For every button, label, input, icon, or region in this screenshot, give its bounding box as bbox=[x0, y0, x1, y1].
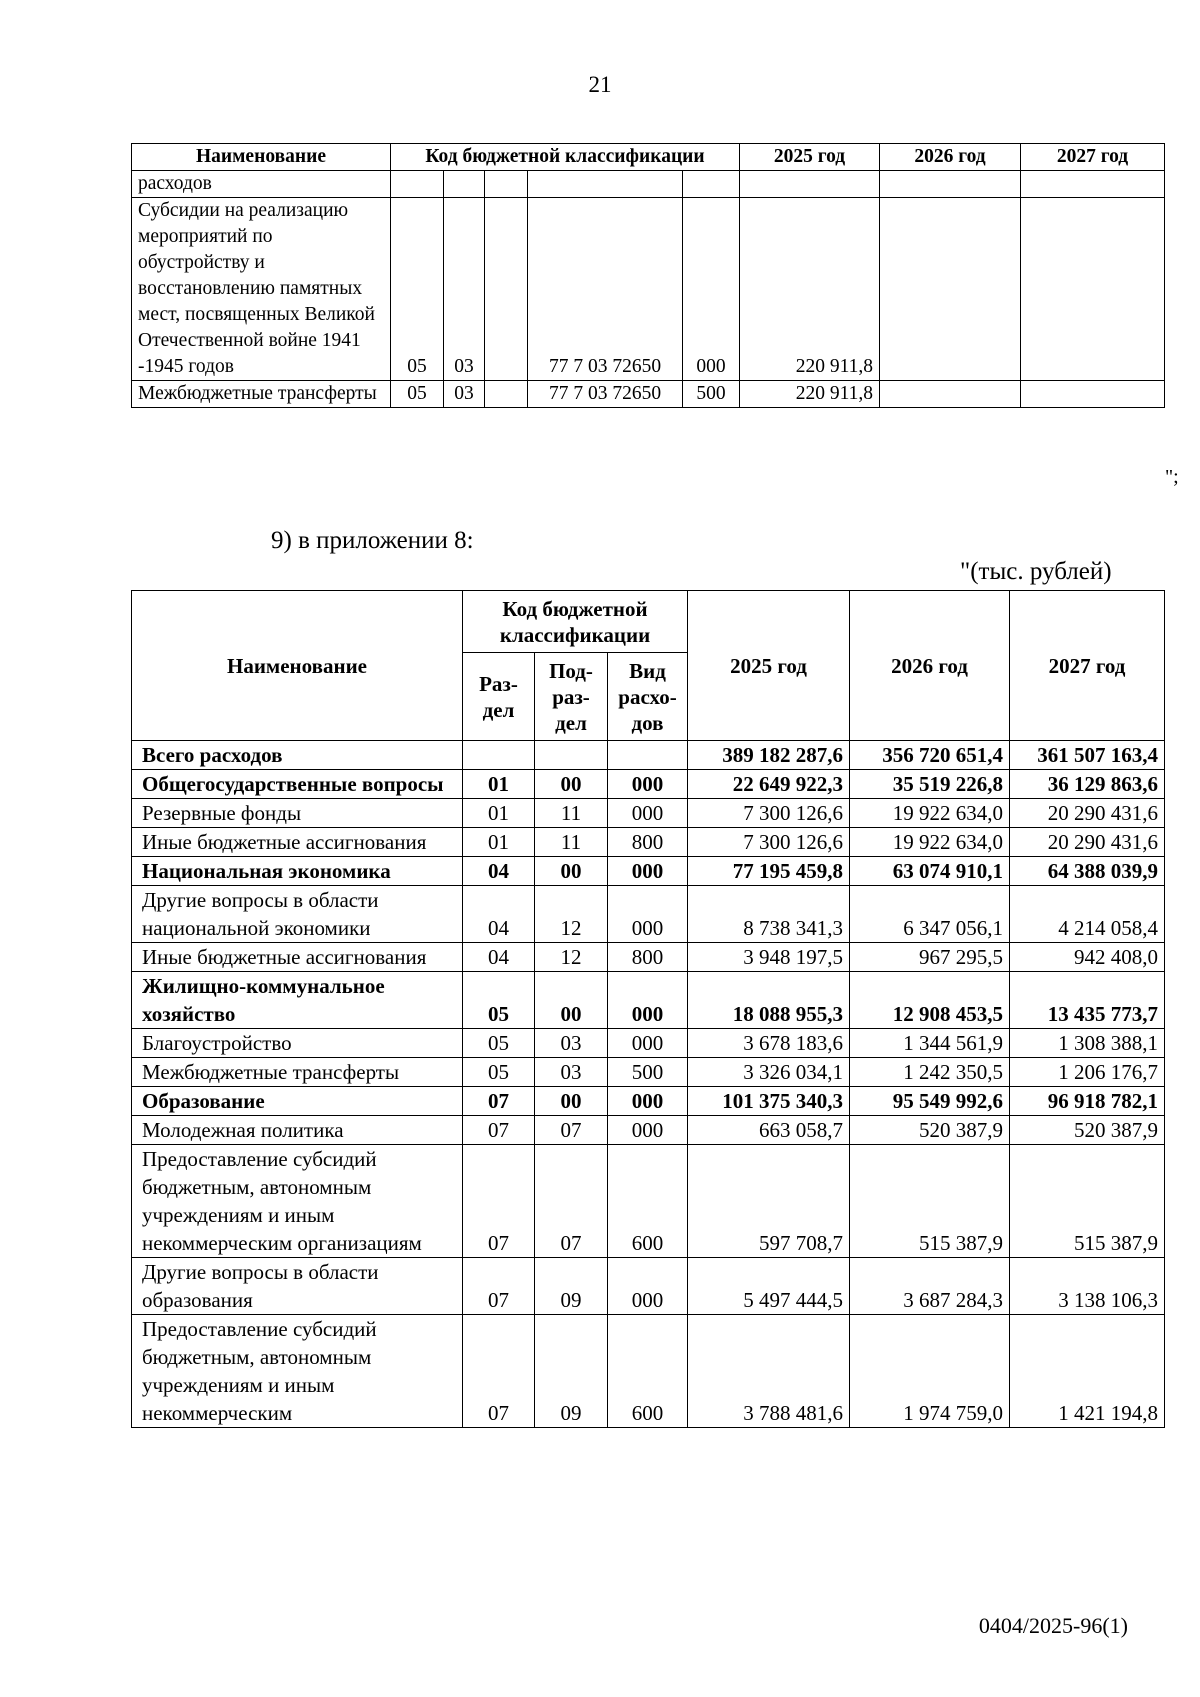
cell-2027: 4 214 058,4 bbox=[1010, 886, 1165, 943]
cell-2027: 96 918 782,1 bbox=[1010, 1087, 1165, 1116]
cell-name: Молодежная политика bbox=[132, 1116, 463, 1145]
table2-header-podrazdel: Под-раз-дел bbox=[535, 653, 608, 741]
cell-target-article: 77 7 03 72650 bbox=[528, 381, 683, 408]
cell-2025: 220 911,8 bbox=[740, 381, 880, 408]
cell-2025: 389 182 287,6 bbox=[688, 741, 850, 770]
cell-2026: 63 074 910,1 bbox=[850, 857, 1010, 886]
cell-podrazdel: 03 bbox=[535, 1058, 608, 1087]
cell-2026 bbox=[880, 198, 1021, 381]
cell-expense-type: 000 bbox=[608, 1087, 688, 1116]
cell-podrazdel: 11 bbox=[535, 799, 608, 828]
cell-podrazdel: 00 bbox=[535, 1087, 608, 1116]
cell-target-article bbox=[528, 171, 683, 198]
cell-podrazdel: 12 bbox=[535, 943, 608, 972]
table2-header-row-1 bbox=[132, 591, 1165, 653]
table-row bbox=[132, 198, 1165, 381]
table1-header-2027: 2027 год bbox=[1021, 144, 1165, 171]
cell-razdel: 05 bbox=[391, 198, 444, 381]
cell-expense-type: 600 bbox=[608, 1145, 688, 1258]
cell-2026 bbox=[880, 171, 1021, 198]
table1-body bbox=[132, 171, 1165, 408]
cell-razdel: 04 bbox=[463, 857, 535, 886]
cell-2027: 520 387,9 bbox=[1010, 1116, 1165, 1145]
table-row bbox=[132, 972, 1165, 1029]
cell-expense-type: 600 bbox=[608, 1315, 688, 1428]
cell-2025: 663 058,7 bbox=[688, 1116, 850, 1145]
cell-razdel: 07 bbox=[463, 1087, 535, 1116]
cell-podrazdel: 12 bbox=[535, 886, 608, 943]
cell-2026: 3 687 284,3 bbox=[850, 1258, 1010, 1315]
cell-2026: 35 519 226,8 bbox=[850, 770, 1010, 799]
cell-name: Другие вопросы в области национальной экономики bbox=[132, 886, 463, 943]
cell-razdel: 04 bbox=[463, 886, 535, 943]
cell-2026: 19 922 634,0 bbox=[850, 799, 1010, 828]
cell-expense-type: 000 bbox=[608, 1116, 688, 1145]
cell-name: Другие вопросы в области образования bbox=[132, 1258, 463, 1315]
cell-2025: 18 088 955,3 bbox=[688, 972, 850, 1029]
cell-2027: 1 421 194,8 bbox=[1010, 1315, 1165, 1428]
cell-podrazdel: 11 bbox=[535, 828, 608, 857]
cell-podrazdel: 00 bbox=[535, 857, 608, 886]
cell-2025: 3 678 183,6 bbox=[688, 1029, 850, 1058]
cell-name: Образование bbox=[132, 1087, 463, 1116]
cell-2027 bbox=[1021, 381, 1165, 408]
cell-name: Межбюджетные трансферты bbox=[132, 1058, 463, 1087]
cell-2027: 942 408,0 bbox=[1010, 943, 1165, 972]
cell-razdel: 07 bbox=[463, 1258, 535, 1315]
cell-podrazdel: 03 bbox=[535, 1029, 608, 1058]
cell-razdel: 07 bbox=[463, 1145, 535, 1258]
table-row bbox=[132, 741, 1165, 770]
cell-podrazdel: 00 bbox=[535, 972, 608, 1029]
cell-2025: 8 738 341,3 bbox=[688, 886, 850, 943]
cell-2026: 12 908 453,5 bbox=[850, 972, 1010, 1029]
cell-expense-type: 000 bbox=[608, 770, 688, 799]
cell-blank bbox=[485, 381, 528, 408]
table2-header-name: Наименование bbox=[132, 591, 463, 741]
cell-razdel: 01 bbox=[463, 770, 535, 799]
cell-2027: 361 507 163,4 bbox=[1010, 741, 1165, 770]
cell-name: Национальная экономика bbox=[132, 857, 463, 886]
table-row bbox=[132, 1058, 1165, 1087]
cell-2025: 3 326 034,1 bbox=[688, 1058, 850, 1087]
cell-razdel: 05 bbox=[463, 972, 535, 1029]
cell-2025 bbox=[740, 171, 880, 198]
table-row bbox=[132, 886, 1165, 943]
budget-table-appendix-8 bbox=[131, 590, 1165, 1428]
table-row bbox=[132, 857, 1165, 886]
cell-name: Общегосударственные вопросы bbox=[132, 770, 463, 799]
cell-target-article: 77 7 03 72650 bbox=[528, 198, 683, 381]
cell-blank bbox=[485, 198, 528, 381]
table-row bbox=[132, 799, 1165, 828]
cell-podrazdel bbox=[444, 171, 485, 198]
cell-razdel bbox=[391, 171, 444, 198]
table2-body bbox=[132, 741, 1165, 1428]
cell-razdel: 05 bbox=[463, 1058, 535, 1087]
cell-blank bbox=[485, 171, 528, 198]
cell-razdel: 04 bbox=[463, 943, 535, 972]
table2-header-2027: 2027 год bbox=[1010, 591, 1165, 741]
cell-expense-type: 500 bbox=[608, 1058, 688, 1087]
cell-2026: 95 549 992,6 bbox=[850, 1087, 1010, 1116]
cell-name: Иные бюджетные ассигнования bbox=[132, 943, 463, 972]
cell-name: Жилищно-коммунальное хозяйство bbox=[132, 972, 463, 1029]
cell-2025: 3 948 197,5 bbox=[688, 943, 850, 972]
cell-expense-type: 000 bbox=[608, 857, 688, 886]
cell-expense-type: 000 bbox=[608, 799, 688, 828]
table1-header-name: Наименование bbox=[132, 144, 391, 171]
cell-expense-type: 000 bbox=[608, 1029, 688, 1058]
units-label: "(тыс. рублей) bbox=[960, 558, 1112, 585]
section-intro: 9) в приложении 8: bbox=[271, 527, 474, 554]
table-row bbox=[132, 1087, 1165, 1116]
budget-table-continuation bbox=[131, 143, 1165, 408]
cell-expense-type: 000 bbox=[683, 198, 740, 381]
cell-expense-type: 000 bbox=[608, 1258, 688, 1315]
cell-expense-type: 800 bbox=[608, 943, 688, 972]
table2-header-2025: 2025 год bbox=[688, 591, 850, 741]
table1-header-2025: 2025 год bbox=[740, 144, 880, 171]
table-row bbox=[132, 1116, 1165, 1145]
cell-razdel: 01 bbox=[463, 828, 535, 857]
table2-header-razdel: Раз-дел bbox=[463, 653, 535, 741]
cell-2027: 64 388 039,9 bbox=[1010, 857, 1165, 886]
cell-razdel: 01 bbox=[463, 799, 535, 828]
cell-2027: 13 435 773,7 bbox=[1010, 972, 1165, 1029]
cell-razdel: 05 bbox=[463, 1029, 535, 1058]
cell-podrazdel: 00 bbox=[535, 770, 608, 799]
table1-header-2026: 2026 год bbox=[880, 144, 1021, 171]
cell-podrazdel: 07 bbox=[535, 1145, 608, 1258]
cell-name: Межбюджетные трансферты bbox=[132, 381, 391, 408]
table-row bbox=[132, 381, 1165, 408]
cell-name: Субсидии на реализацию мероприятий по обустройству и восстановлению памятных мест, посвященных Великой Отечественной войне 1941 -1945 годов bbox=[132, 198, 391, 381]
table-row bbox=[132, 943, 1165, 972]
cell-name: Благоустройство bbox=[132, 1029, 463, 1058]
cell-expense-type bbox=[608, 741, 688, 770]
cell-podrazdel bbox=[535, 741, 608, 770]
cell-2025: 101 375 340,3 bbox=[688, 1087, 850, 1116]
cell-expense-type: 000 bbox=[608, 886, 688, 943]
cell-2026: 6 347 056,1 bbox=[850, 886, 1010, 943]
cell-2027: 515 387,9 bbox=[1010, 1145, 1165, 1258]
cell-podrazdel: 03 bbox=[444, 198, 485, 381]
cell-2026: 515 387,9 bbox=[850, 1145, 1010, 1258]
cell-name: Резервные фонды bbox=[132, 799, 463, 828]
table-row bbox=[132, 1258, 1165, 1315]
table2-header-code: Код бюджетной классификации bbox=[463, 591, 688, 653]
cell-2027: 1 308 388,1 bbox=[1010, 1029, 1165, 1058]
cell-2025: 7 300 126,6 bbox=[688, 828, 850, 857]
cell-2026: 19 922 634,0 bbox=[850, 828, 1010, 857]
cell-expense-type: 500 bbox=[683, 381, 740, 408]
cell-2026: 1 344 561,9 bbox=[850, 1029, 1010, 1058]
table2-header-2026: 2026 год bbox=[850, 591, 1010, 741]
cell-2027: 36 129 863,6 bbox=[1010, 770, 1165, 799]
cell-2027: 3 138 106,3 bbox=[1010, 1258, 1165, 1315]
cell-name: Предоставление субсидий бюджетным, автономным учреждениям и иным некоммерческим организациям bbox=[132, 1145, 463, 1258]
cell-2025: 597 708,7 bbox=[688, 1145, 850, 1258]
cell-2027 bbox=[1021, 171, 1165, 198]
table-row bbox=[132, 828, 1165, 857]
table-row bbox=[132, 1029, 1165, 1058]
cell-expense-type bbox=[683, 171, 740, 198]
table-row bbox=[132, 1315, 1165, 1428]
cell-podrazdel: 09 bbox=[535, 1315, 608, 1428]
table1-header-row bbox=[132, 144, 1165, 171]
cell-podrazdel: 09 bbox=[535, 1258, 608, 1315]
cell-2025: 77 195 459,8 bbox=[688, 857, 850, 886]
cell-2025: 7 300 126,6 bbox=[688, 799, 850, 828]
cell-2026: 1 974 759,0 bbox=[850, 1315, 1010, 1428]
cell-2025: 22 649 922,3 bbox=[688, 770, 850, 799]
cell-podrazdel: 07 bbox=[535, 1116, 608, 1145]
cell-2027: 20 290 431,6 bbox=[1010, 799, 1165, 828]
document-code: 0404/2025-96(1) bbox=[978, 1613, 1128, 1638]
cell-razdel bbox=[463, 741, 535, 770]
cell-2027 bbox=[1021, 198, 1165, 381]
cell-2025: 3 788 481,6 bbox=[688, 1315, 850, 1428]
cell-expense-type: 800 bbox=[608, 828, 688, 857]
cell-2026: 356 720 651,4 bbox=[850, 741, 1010, 770]
table2-header-vid: Вид расхо-дов bbox=[608, 653, 688, 741]
cell-name: расходов bbox=[132, 171, 391, 198]
table-row bbox=[132, 1145, 1165, 1258]
cell-2027: 1 206 176,7 bbox=[1010, 1058, 1165, 1087]
cell-name: Иные бюджетные ассигнования bbox=[132, 828, 463, 857]
cell-name: Всего расходов bbox=[132, 741, 463, 770]
cell-expense-type: 000 bbox=[608, 972, 688, 1029]
table-row bbox=[132, 171, 1165, 198]
cell-2025: 5 497 444,5 bbox=[688, 1258, 850, 1315]
cell-2026: 520 387,9 bbox=[850, 1116, 1010, 1145]
cell-razdel: 05 bbox=[391, 381, 444, 408]
cell-razdel: 07 bbox=[463, 1116, 535, 1145]
cell-podrazdel: 03 bbox=[444, 381, 485, 408]
cell-name: Предоставление субсидий бюджетным, автономным учреждениям и иным некоммерческим bbox=[132, 1315, 463, 1428]
cell-razdel: 07 bbox=[463, 1315, 535, 1428]
closing-quote-mark: "; bbox=[1165, 466, 1179, 488]
table1-header-code: Код бюджетной классификации bbox=[391, 144, 740, 171]
cell-2026: 1 242 350,5 bbox=[850, 1058, 1010, 1087]
page-number: 21 bbox=[588, 72, 612, 97]
cell-2025: 220 911,8 bbox=[740, 198, 880, 381]
table-row bbox=[132, 770, 1165, 799]
cell-2026: 967 295,5 bbox=[850, 943, 1010, 972]
cell-2026 bbox=[880, 381, 1021, 408]
cell-2027: 20 290 431,6 bbox=[1010, 828, 1165, 857]
